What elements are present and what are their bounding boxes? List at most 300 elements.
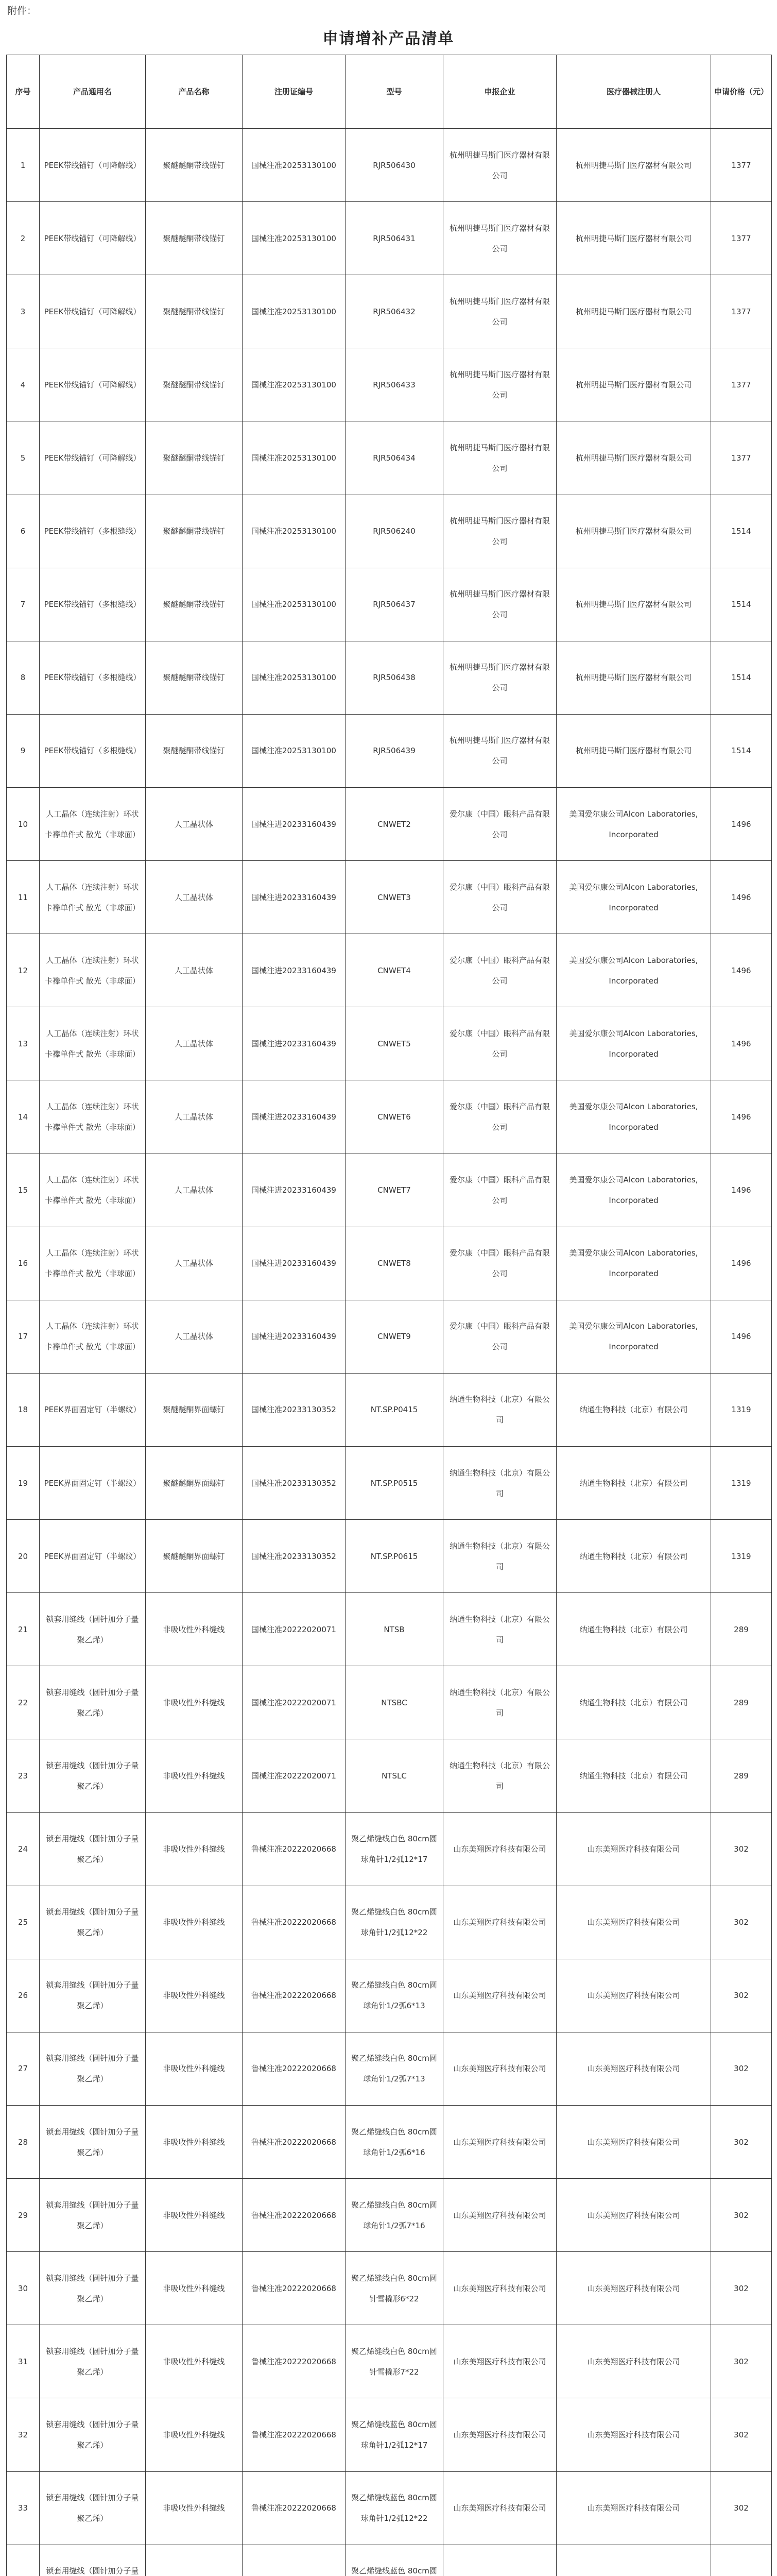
cell-price: 1377 xyxy=(711,202,772,275)
cell-no: 17 xyxy=(7,1300,40,1373)
cell-product-name: 非吸收性外科缝线 xyxy=(146,1959,243,2032)
cell-generic-name: 锁套用缝线（圆针加分子量聚乙烯） xyxy=(40,2105,146,2178)
cell-price: 1319 xyxy=(711,1520,772,1593)
cell-applicant: 爱尔康（中国）眼科产品有限公司 xyxy=(443,1154,557,1227)
cell-model: RJR506434 xyxy=(346,421,443,495)
cell-generic-name: PEEK带线锚钉（可降解线） xyxy=(40,421,146,495)
header-price: 申请价格（元） xyxy=(711,55,772,129)
table-row xyxy=(7,202,772,275)
cell-applicant: 杭州明捷马斯门医疗器材有限公司 xyxy=(443,568,557,641)
table-row xyxy=(7,2545,772,2576)
cell-registration-no: 国械注进20233160439 xyxy=(243,861,346,934)
cell-generic-name: 人工晶体（连续注射）环状卡襻单件式 散光（非球面） xyxy=(40,861,146,934)
cell-model: CNWET6 xyxy=(346,1080,443,1154)
cell-registrant xyxy=(557,2545,711,2576)
cell-product-name: 人工晶状体 xyxy=(146,787,243,860)
cell-registrant: 杭州明捷马斯门医疗器材有限公司 xyxy=(557,641,711,714)
cell-price: 1514 xyxy=(711,495,772,568)
cell-registrant: 纳通生物科技（北京）有限公司 xyxy=(557,1739,711,1812)
cell-generic-name: PEEK带线锚钉（多根缝线） xyxy=(40,641,146,714)
cell-registration-no: 国械注准20253130100 xyxy=(243,348,346,421)
cell-model: 聚乙烯缝线白色 80cm圆针雪橇形7*22 xyxy=(346,2325,443,2398)
cell-generic-name: PEEK带线锚钉（可降解线） xyxy=(40,129,146,202)
table-row xyxy=(7,2398,772,2471)
cell-product-name: 非吸收性外科缝线 xyxy=(146,1886,243,1959)
table-header-row xyxy=(7,55,772,129)
cell-generic-name: PEEK带线锚钉（可降解线） xyxy=(40,275,146,348)
cell-no: 19 xyxy=(7,1446,40,1519)
cell-no: 12 xyxy=(7,934,40,1007)
cell-applicant: 山东美翔医疗科技有限公司 xyxy=(443,2252,557,2325)
cell-price: 1514 xyxy=(711,714,772,787)
cell-product-name: 人工晶状体 xyxy=(146,934,243,1007)
cell-model: CNWET8 xyxy=(346,1227,443,1300)
cell-registration-no: 鲁械注准20222020668 xyxy=(243,2398,346,2471)
table-row xyxy=(7,2032,772,2105)
cell-product-name: 聚醚醚酮带线锚钉 xyxy=(146,714,243,787)
cell-registrant: 山东美翔医疗科技有限公司 xyxy=(557,2398,711,2471)
cell-no: 20 xyxy=(7,1520,40,1593)
cell-registrant: 美国爱尔康公司Alcon Laboratories, Incorporated xyxy=(557,1227,711,1300)
cell-product-name: 聚醚醚酮界面螺钉 xyxy=(146,1520,243,1593)
cell-no: 9 xyxy=(7,714,40,787)
table-row xyxy=(7,1812,772,1886)
cell-price: 1496 xyxy=(711,1080,772,1154)
cell-registrant: 杭州明捷马斯门医疗器材有限公司 xyxy=(557,495,711,568)
cell-no: 23 xyxy=(7,1739,40,1812)
cell-registrant: 美国爱尔康公司Alcon Laboratories, Incorporated xyxy=(557,1154,711,1227)
cell-applicant: 爱尔康（中国）眼科产品有限公司 xyxy=(443,1300,557,1373)
cell-no: 28 xyxy=(7,2105,40,2178)
table-row xyxy=(7,1154,772,1227)
cell-product-name: 非吸收性外科缝线 xyxy=(146,1739,243,1812)
cell-applicant: 山东美翔医疗科技有限公司 xyxy=(443,1812,557,1886)
cell-price: 1496 xyxy=(711,861,772,934)
cell-registration-no: 鲁械注准20222020668 xyxy=(243,2325,346,2398)
cell-model: RJR506433 xyxy=(346,348,443,421)
cell-applicant: 山东美翔医疗科技有限公司 xyxy=(443,2179,557,2252)
cell-model: NT.SP.P0615 xyxy=(346,1520,443,1593)
cell-registration-no: 国械注准20253130100 xyxy=(243,714,346,787)
cell-model: RJR506432 xyxy=(346,275,443,348)
table-row xyxy=(7,421,772,495)
cell-registrant: 美国爱尔康公司Alcon Laboratories, Incorporated xyxy=(557,787,711,860)
cell-product-name: 聚醚醚酮带线锚钉 xyxy=(146,202,243,275)
header-registrant: 医疗器械注册人 xyxy=(557,55,711,129)
cell-product-name: 人工晶状体 xyxy=(146,1300,243,1373)
cell-generic-name: 人工晶体（连续注射）环状卡襻单件式 散光（非球面） xyxy=(40,787,146,860)
cell-registration-no: 国械注准20233130352 xyxy=(243,1520,346,1593)
cell-price: 302 xyxy=(711,1959,772,2032)
cell-price: 289 xyxy=(711,1593,772,1666)
cell-registration-no: 国械注准20222020071 xyxy=(243,1593,346,1666)
cell-applicant: 山东美翔医疗科技有限公司 xyxy=(443,1886,557,1959)
cell-no: 8 xyxy=(7,641,40,714)
cell-product-name: 聚醚醚酮带线锚钉 xyxy=(146,348,243,421)
cell-price: 1496 xyxy=(711,1300,772,1373)
cell-applicant: 山东美翔医疗科技有限公司 xyxy=(443,2471,557,2545)
cell-registration-no: 国械注准20233130352 xyxy=(243,1373,346,1446)
cell-model: 聚乙烯缝线白色 80cm圆球角针1/2弧6*16 xyxy=(346,2105,443,2178)
cell-applicant: 纳通生物科技（北京）有限公司 xyxy=(443,1520,557,1593)
cell-price: 302 xyxy=(711,1886,772,1959)
cell-registrant: 山东美翔医疗科技有限公司 xyxy=(557,1959,711,2032)
cell-registrant: 山东美翔医疗科技有限公司 xyxy=(557,2325,711,2398)
cell-no: 13 xyxy=(7,1007,40,1080)
cell-applicant: 杭州明捷马斯门医疗器材有限公司 xyxy=(443,202,557,275)
cell-product-name: 聚醚醚酮带线锚钉 xyxy=(146,641,243,714)
cell-no: 6 xyxy=(7,495,40,568)
cell-price xyxy=(711,2545,772,2576)
cell-generic-name: PEEK带线锚钉（可降解线） xyxy=(40,202,146,275)
cell-product-name: 非吸收性外科缝线 xyxy=(146,1593,243,1666)
cell-registrant: 杭州明捷马斯门医疗器材有限公司 xyxy=(557,129,711,202)
cell-model: 聚乙烯缝线白色 80cm圆球角针1/2弧7*16 xyxy=(346,2179,443,2252)
cell-registration-no: 国械注准20253130100 xyxy=(243,568,346,641)
cell-model: RJR506437 xyxy=(346,568,443,641)
header-model: 型号 xyxy=(346,55,443,129)
table-row xyxy=(7,1007,772,1080)
cell-generic-name: 锁套用缝线（圆针加分子量聚乙烯） xyxy=(40,2325,146,2398)
cell-applicant: 爱尔康（中国）眼科产品有限公司 xyxy=(443,787,557,860)
cell-applicant: 山东美翔医疗科技有限公司 xyxy=(443,1959,557,2032)
cell-model: NT.SP.P0515 xyxy=(346,1446,443,1519)
cell-generic-name: 人工晶体（连续注射）环状卡襻单件式 散光（非球面） xyxy=(40,1300,146,1373)
cell-model: RJR506240 xyxy=(346,495,443,568)
cell-price: 1496 xyxy=(711,1154,772,1227)
cell-applicant: 纳通生物科技（北京）有限公司 xyxy=(443,1666,557,1739)
cell-price: 1514 xyxy=(711,568,772,641)
cell-product-name: 聚醚醚酮带线锚钉 xyxy=(146,421,243,495)
cell-registration-no xyxy=(243,2545,346,2576)
cell-registrant: 山东美翔医疗科技有限公司 xyxy=(557,1812,711,1886)
cell-generic-name: 锁套用缝线（圆针加分子量聚乙烯） xyxy=(40,1593,146,1666)
cell-generic-name: 人工晶体（连续注射）环状卡襻单件式 散光（非球面） xyxy=(40,1154,146,1227)
cell-generic-name: 锁套用缝线（圆针加分子量聚乙烯） xyxy=(40,1886,146,1959)
cell-registration-no: 鲁械注准20222020668 xyxy=(243,2471,346,2545)
cell-applicant: 杭州明捷马斯门医疗器材有限公司 xyxy=(443,129,557,202)
table-row xyxy=(7,641,772,714)
cell-registration-no: 国械注进20233160439 xyxy=(243,1080,346,1154)
cell-registrant: 山东美翔医疗科技有限公司 xyxy=(557,2179,711,2252)
cell-price: 1377 xyxy=(711,275,772,348)
table-row xyxy=(7,1739,772,1812)
cell-registration-no: 国械注准20233130352 xyxy=(243,1446,346,1519)
header-registration-no: 注册证编号 xyxy=(243,55,346,129)
cell-product-name: 非吸收性外科缝线 xyxy=(146,2032,243,2105)
cell-price: 302 xyxy=(711,2471,772,2545)
cell-price: 302 xyxy=(711,2105,772,2178)
cell-registrant: 杭州明捷马斯门医疗器材有限公司 xyxy=(557,421,711,495)
cell-no xyxy=(7,2545,40,2576)
cell-applicant: 爱尔康（中国）眼科产品有限公司 xyxy=(443,1080,557,1154)
cell-registrant: 杭州明捷马斯门医疗器材有限公司 xyxy=(557,568,711,641)
cell-model: 聚乙烯缝线蓝色 80cm圆 xyxy=(346,2545,443,2576)
cell-applicant: 纳通生物科技（北京）有限公司 xyxy=(443,1739,557,1812)
cell-product-name: 非吸收性外科缝线 xyxy=(146,2398,243,2471)
cell-registrant: 杭州明捷马斯门医疗器材有限公司 xyxy=(557,348,711,421)
table-row xyxy=(7,2105,772,2178)
cell-generic-name: 锁套用缝线（圆针加分子量聚乙烯） xyxy=(40,2398,146,2471)
header-product-name: 产品名称 xyxy=(146,55,243,129)
table-row xyxy=(7,1080,772,1154)
cell-registrant: 美国爱尔康公司Alcon Laboratories, Incorporated xyxy=(557,1300,711,1373)
cell-applicant: 爱尔康（中国）眼科产品有限公司 xyxy=(443,934,557,1007)
cell-registrant: 杭州明捷马斯门医疗器材有限公司 xyxy=(557,714,711,787)
cell-model: 聚乙烯缝线白色 80cm圆球角针1/2弧12*22 xyxy=(346,1886,443,1959)
cell-no: 4 xyxy=(7,348,40,421)
cell-product-name: 聚醚醚酮界面螺钉 xyxy=(146,1446,243,1519)
table-row xyxy=(7,1959,772,2032)
table-row xyxy=(7,275,772,348)
cell-no: 27 xyxy=(7,2032,40,2105)
table-row xyxy=(7,1373,772,1446)
cell-applicant: 杭州明捷马斯门医疗器材有限公司 xyxy=(443,714,557,787)
cell-price: 1377 xyxy=(711,348,772,421)
cell-generic-name: PEEK界面固定钉（半螺纹） xyxy=(40,1520,146,1593)
table-row xyxy=(7,129,772,202)
cell-generic-name: PEEK带线锚钉（多根缝线） xyxy=(40,495,146,568)
cell-registrant: 美国爱尔康公司Alcon Laboratories, Incorporated xyxy=(557,1007,711,1080)
cell-registrant: 纳通生物科技（北京）有限公司 xyxy=(557,1666,711,1739)
cell-price: 302 xyxy=(711,2179,772,2252)
cell-price: 1496 xyxy=(711,934,772,1007)
cell-price: 1496 xyxy=(711,1007,772,1080)
cell-no: 14 xyxy=(7,1080,40,1154)
header-generic-name: 产品通用名 xyxy=(40,55,146,129)
cell-registrant: 纳通生物科技（北京）有限公司 xyxy=(557,1593,711,1666)
cell-registration-no: 鲁械注准20222020668 xyxy=(243,1812,346,1886)
cell-registration-no: 国械注进20233160439 xyxy=(243,934,346,1007)
cell-registrant: 山东美翔医疗科技有限公司 xyxy=(557,2105,711,2178)
cell-generic-name: 锁套用缝线（圆针加分子量聚乙烯） xyxy=(40,1959,146,2032)
cell-price: 302 xyxy=(711,1812,772,1886)
cell-price: 1496 xyxy=(711,787,772,860)
cell-product-name: 人工晶状体 xyxy=(146,1227,243,1300)
cell-product-name: 聚醚醚酮界面螺钉 xyxy=(146,1373,243,1446)
cell-registrant: 山东美翔医疗科技有限公司 xyxy=(557,2032,711,2105)
cell-no: 25 xyxy=(7,1886,40,1959)
cell-product-name: 聚醚醚酮带线锚钉 xyxy=(146,568,243,641)
cell-product-name: 非吸收性外科缝线 xyxy=(146,1666,243,1739)
cell-model: NTSLC xyxy=(346,1739,443,1812)
cell-product-name: 聚醚醚酮带线锚钉 xyxy=(146,275,243,348)
cell-generic-name: 锁套用缝线（圆针加分子量聚乙烯） xyxy=(40,2032,146,2105)
cell-product-name: 非吸收性外科缝线 xyxy=(146,2105,243,2178)
cell-registration-no: 鲁械注准20222020668 xyxy=(243,2179,346,2252)
table-row xyxy=(7,1300,772,1373)
table-row xyxy=(7,1593,772,1666)
cell-product-name xyxy=(146,2545,243,2576)
cell-registrant: 山东美翔医疗科技有限公司 xyxy=(557,2252,711,2325)
cell-price: 302 xyxy=(711,2398,772,2471)
cell-generic-name: PEEK带线锚钉（可降解线） xyxy=(40,348,146,421)
cell-model: 聚乙烯缝线白色 80cm圆针雪橇形6*22 xyxy=(346,2252,443,2325)
cell-price: 1319 xyxy=(711,1446,772,1519)
cell-registration-no: 国械注准20222020071 xyxy=(243,1739,346,1812)
cell-price: 1377 xyxy=(711,129,772,202)
cell-registration-no: 国械注准20253130100 xyxy=(243,275,346,348)
cell-no: 10 xyxy=(7,787,40,860)
cell-model: RJR506430 xyxy=(346,129,443,202)
cell-generic-name: 人工晶体（连续注射）环状卡襻单件式 散光（非球面） xyxy=(40,1227,146,1300)
cell-registrant: 山东美翔医疗科技有限公司 xyxy=(557,2471,711,2545)
table-row xyxy=(7,2325,772,2398)
cell-registrant: 山东美翔医疗科技有限公司 xyxy=(557,1886,711,1959)
cell-model: CNWET5 xyxy=(346,1007,443,1080)
cell-price: 1496 xyxy=(711,1227,772,1300)
cell-model: NT.SP.P0415 xyxy=(346,1373,443,1446)
cell-model: 聚乙烯缝线蓝色 80cm圆球角针1/2弧12*17 xyxy=(346,2398,443,2471)
cell-applicant xyxy=(443,2545,557,2576)
cell-price: 1319 xyxy=(711,1373,772,1446)
table-row xyxy=(7,1227,772,1300)
page-title: 申请增补产品清单 xyxy=(322,30,455,48)
cell-no: 18 xyxy=(7,1373,40,1446)
table-row xyxy=(7,787,772,860)
cell-registration-no: 国械注准20253130100 xyxy=(243,202,346,275)
cell-no: 7 xyxy=(7,568,40,641)
table-row xyxy=(7,1520,772,1593)
cell-no: 30 xyxy=(7,2252,40,2325)
cell-model: CNWET3 xyxy=(346,861,443,934)
cell-applicant: 山东美翔医疗科技有限公司 xyxy=(443,2032,557,2105)
cell-generic-name: 人工晶体（连续注射）环状卡襻单件式 散光（非球面） xyxy=(40,1080,146,1154)
cell-applicant: 爱尔康（中国）眼科产品有限公司 xyxy=(443,861,557,934)
product-table xyxy=(6,55,772,2576)
cell-no: 31 xyxy=(7,2325,40,2398)
cell-price: 1377 xyxy=(711,421,772,495)
cell-model: 聚乙烯缝线白色 80cm圆球角针1/2弧6*13 xyxy=(346,1959,443,2032)
cell-registration-no: 国械注准20253130100 xyxy=(243,641,346,714)
cell-applicant: 杭州明捷马斯门医疗器材有限公司 xyxy=(443,641,557,714)
cell-no: 22 xyxy=(7,1666,40,1739)
cell-model: CNWET2 xyxy=(346,787,443,860)
cell-no: 26 xyxy=(7,1959,40,2032)
cell-generic-name: 锁套用缝线（圆针加分子量聚乙烯） xyxy=(40,1739,146,1812)
cell-registration-no: 国械注准20253130100 xyxy=(243,495,346,568)
cell-registration-no: 国械注进20233160439 xyxy=(243,1154,346,1227)
table-row xyxy=(7,2471,772,2545)
cell-model: NTSB xyxy=(346,1593,443,1666)
cell-registration-no: 国械注准20253130100 xyxy=(243,129,346,202)
cell-applicant: 山东美翔医疗科技有限公司 xyxy=(443,2325,557,2398)
cell-model: CNWET7 xyxy=(346,1154,443,1227)
cell-product-name: 人工晶状体 xyxy=(146,861,243,934)
cell-generic-name: 锁套用缝线（圆针加分子量 xyxy=(40,2545,146,2576)
cell-product-name: 非吸收性外科缝线 xyxy=(146,2471,243,2545)
table-row xyxy=(7,1886,772,1959)
cell-product-name: 非吸收性外科缝线 xyxy=(146,2325,243,2398)
table-row xyxy=(7,568,772,641)
cell-generic-name: 锁套用缝线（圆针加分子量聚乙烯） xyxy=(40,2471,146,2545)
table-row xyxy=(7,714,772,787)
cell-registrant: 美国爱尔康公司Alcon Laboratories, Incorporated xyxy=(557,1080,711,1154)
table-row xyxy=(7,1666,772,1739)
cell-model: RJR506439 xyxy=(346,714,443,787)
cell-applicant: 杭州明捷马斯门医疗器材有限公司 xyxy=(443,275,557,348)
cell-no: 24 xyxy=(7,1812,40,1886)
cell-price: 302 xyxy=(711,2325,772,2398)
cell-registrant: 杭州明捷马斯门医疗器材有限公司 xyxy=(557,275,711,348)
table-row xyxy=(7,495,772,568)
cell-no: 33 xyxy=(7,2471,40,2545)
cell-applicant: 纳通生物科技（北京）有限公司 xyxy=(443,1373,557,1446)
cell-registration-no: 国械注进20233160439 xyxy=(243,1007,346,1080)
table-row xyxy=(7,2179,772,2252)
cell-registrant: 美国爱尔康公司Alcon Laboratories, Incorporated xyxy=(557,861,711,934)
cell-no: 3 xyxy=(7,275,40,348)
cell-model: NTSBC xyxy=(346,1666,443,1739)
cell-no: 21 xyxy=(7,1593,40,1666)
cell-generic-name: PEEK界面固定钉（半螺纹） xyxy=(40,1373,146,1446)
cell-registration-no: 鲁械注准20222020668 xyxy=(243,2252,346,2325)
cell-no: 11 xyxy=(7,861,40,934)
cell-product-name: 人工晶状体 xyxy=(146,1154,243,1227)
cell-registration-no: 鲁械注准20222020668 xyxy=(243,2032,346,2105)
cell-product-name: 非吸收性外科缝线 xyxy=(146,1812,243,1886)
cell-no: 32 xyxy=(7,2398,40,2471)
cell-generic-name: 锁套用缝线（圆针加分子量聚乙烯） xyxy=(40,2179,146,2252)
cell-registrant: 美国爱尔康公司Alcon Laboratories, Incorporated xyxy=(557,934,711,1007)
cell-applicant: 爱尔康（中国）眼科产品有限公司 xyxy=(443,1227,557,1300)
cell-registrant: 纳通生物科技（北京）有限公司 xyxy=(557,1373,711,1446)
cell-registration-no: 国械注准20222020071 xyxy=(243,1666,346,1739)
cell-no: 16 xyxy=(7,1227,40,1300)
cell-applicant: 杭州明捷马斯门医疗器材有限公司 xyxy=(443,495,557,568)
header-no: 序号 xyxy=(7,55,40,129)
table-body xyxy=(7,129,772,2576)
cell-applicant: 山东美翔医疗科技有限公司 xyxy=(443,2398,557,2471)
attachment-label: 附件： xyxy=(7,5,37,16)
cell-registration-no: 鲁械注准20222020668 xyxy=(243,1959,346,2032)
table-row xyxy=(7,861,772,934)
cell-generic-name: PEEK界面固定钉（半螺纹） xyxy=(40,1446,146,1519)
cell-model: CNWET4 xyxy=(346,934,443,1007)
cell-no: 15 xyxy=(7,1154,40,1227)
cell-price: 302 xyxy=(711,2032,772,2105)
cell-generic-name: 锁套用缝线（圆针加分子量聚乙烯） xyxy=(40,2252,146,2325)
table-row xyxy=(7,348,772,421)
cell-product-name: 人工晶状体 xyxy=(146,1080,243,1154)
cell-generic-name: PEEK带线锚钉（多根缝线） xyxy=(40,714,146,787)
cell-no: 1 xyxy=(7,129,40,202)
cell-applicant: 爱尔康（中国）眼科产品有限公司 xyxy=(443,1007,557,1080)
cell-price: 1514 xyxy=(711,641,772,714)
cell-applicant: 纳通生物科技（北京）有限公司 xyxy=(443,1446,557,1519)
table-row xyxy=(7,2252,772,2325)
cell-applicant: 杭州明捷马斯门医疗器材有限公司 xyxy=(443,348,557,421)
cell-generic-name: 人工晶体（连续注射）环状卡襻单件式 散光（非球面） xyxy=(40,934,146,1007)
cell-product-name: 人工晶状体 xyxy=(146,1007,243,1080)
cell-generic-name: PEEK带线锚钉（多根缝线） xyxy=(40,568,146,641)
cell-applicant: 山东美翔医疗科技有限公司 xyxy=(443,2105,557,2178)
cell-applicant: 纳通生物科技（北京）有限公司 xyxy=(443,1593,557,1666)
cell-model: RJR506438 xyxy=(346,641,443,714)
cell-generic-name: 锁套用缝线（圆针加分子量聚乙烯） xyxy=(40,1666,146,1739)
cell-model: CNWET9 xyxy=(346,1300,443,1373)
cell-product-name: 聚醚醚酮带线锚钉 xyxy=(146,129,243,202)
cell-no: 5 xyxy=(7,421,40,495)
cell-generic-name: 锁套用缝线（圆针加分子量聚乙烯） xyxy=(40,1812,146,1886)
header-applicant: 申报企业 xyxy=(443,55,557,129)
cell-model: RJR506431 xyxy=(346,202,443,275)
cell-generic-name: 人工晶体（连续注射）环状卡襻单件式 散光（非球面） xyxy=(40,1007,146,1080)
cell-registrant: 纳通生物科技（北京）有限公司 xyxy=(557,1446,711,1519)
cell-product-name: 非吸收性外科缝线 xyxy=(146,2179,243,2252)
cell-registrant: 纳通生物科技（北京）有限公司 xyxy=(557,1520,711,1593)
cell-price: 289 xyxy=(711,1666,772,1739)
